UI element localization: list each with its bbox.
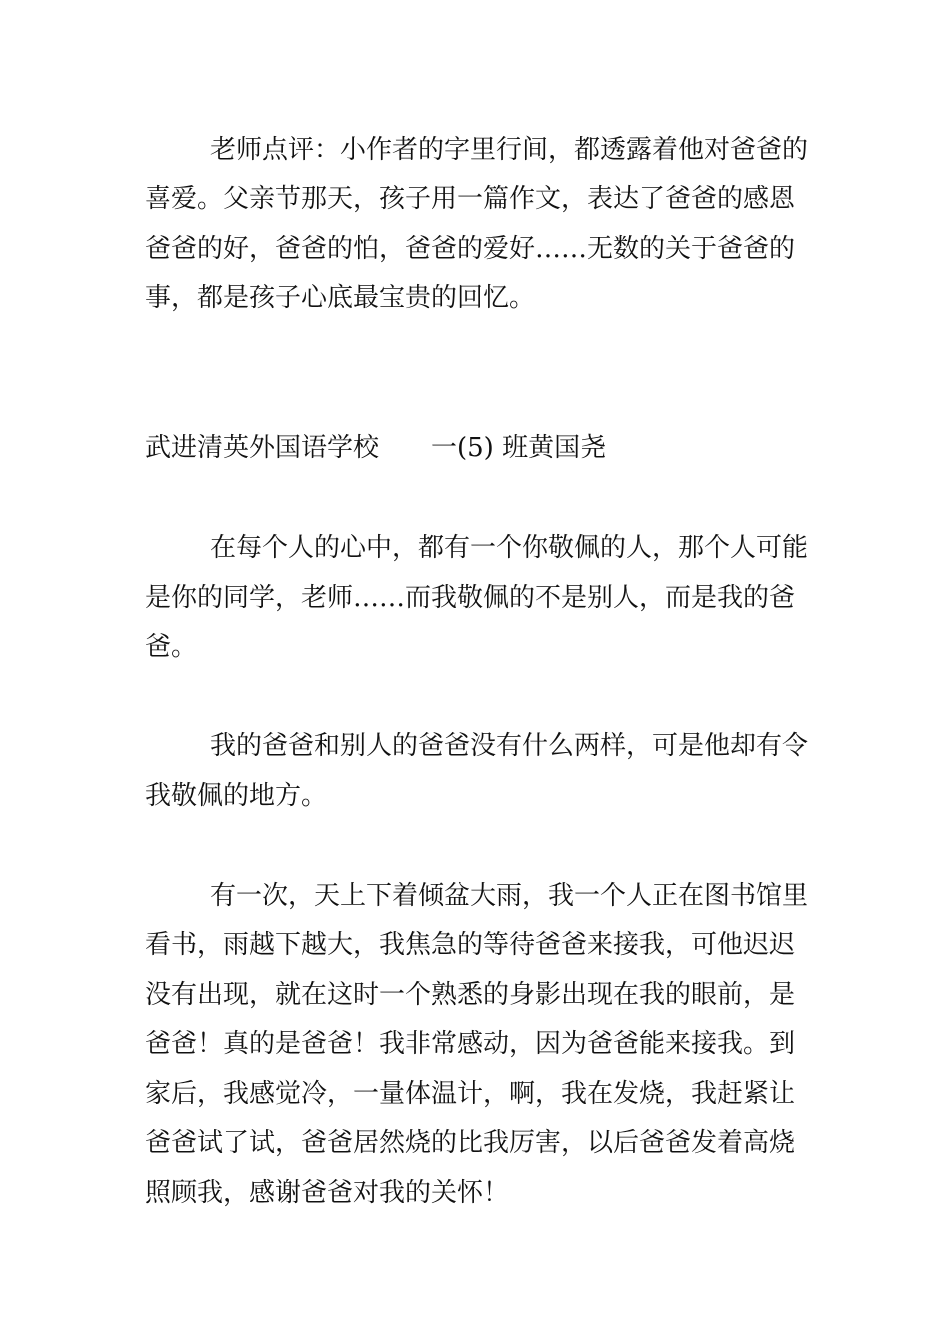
paragraph-line: 我敬佩的地方。 xyxy=(145,781,328,811)
paragraph-line: 家后，我感觉冷，一量体温计，啊，我在发烧，我赶紧让 xyxy=(145,1079,796,1109)
paragraph-line: 爸。 xyxy=(145,632,198,662)
paragraph-line: 没有出现，就在这时一个熟悉的身影出现在我的眼前，是 xyxy=(145,980,796,1010)
teacher-comment-line: 爸爸的好，爸爸的怕，爸爸的爱好……无数的关于爸爸的 xyxy=(145,234,796,264)
teacher-comment-line: 事，都是孩子心底最宝贵的回忆。 xyxy=(145,283,536,313)
teacher-comment-line: 老师点评：小作者的字里行间，都透露着他对爸爸的 xyxy=(210,135,809,165)
paragraph-line: 在每个人的心中，都有一个你敬佩的人，那个人可能 xyxy=(210,533,809,563)
paragraph-line: 是你的同学，老师……而我敬佩的不是别人，而是我的爸 xyxy=(145,583,796,613)
paragraph-line: 我的爸爸和别人的爸爸没有什么两样，可是他却有令 xyxy=(210,731,809,761)
paragraph-line: 照顾我，感谢爸爸对我的关怀！ xyxy=(145,1178,510,1208)
paragraph-line: 看书，雨越下越大，我焦急的等待爸爸来接我，可他迟迟 xyxy=(145,930,796,960)
teacher-comment-line: 喜爱。父亲节那天，孩子用一篇作文，表达了爸爸的感恩 xyxy=(145,184,796,214)
paragraph-line: 爸爸试了试，爸爸居然烧的比我厉害，以后爸爸发着高烧 xyxy=(145,1128,796,1158)
paragraph-line: 爸爸！真的是爸爸！我非常感动，因为爸爸能来接我。到 xyxy=(145,1029,796,1059)
author-byline: 武进清英外国语学校 一(5) 班黄国尧 xyxy=(145,433,607,463)
paragraph-line: 有一次，天上下着倾盆大雨，我一个人正在图书馆里 xyxy=(210,881,809,911)
